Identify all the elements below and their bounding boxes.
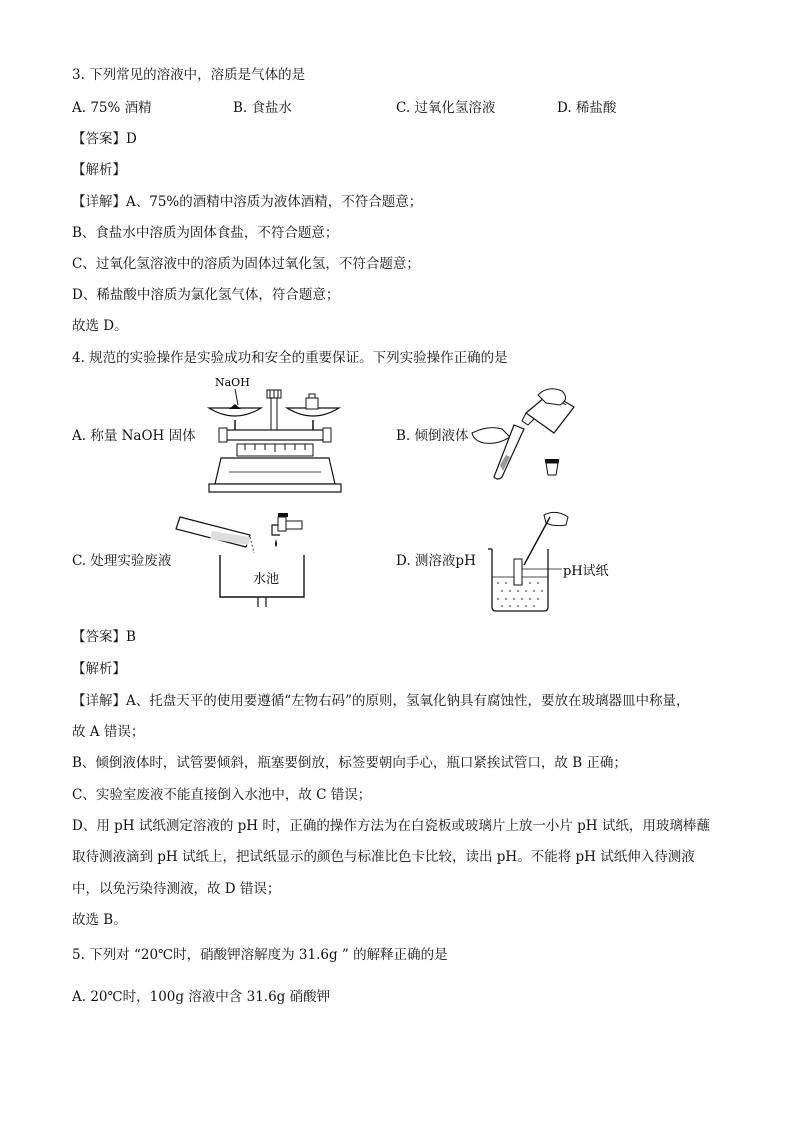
q4-stem: 4. 规范的实验操作是实验成功和安全的重要保证。下列实验操作正确的是 (72, 350, 508, 366)
q4-answer: 【答案】B (72, 629, 136, 645)
q4-detail-line: B、倾倒液体时，试管要倾斜，瓶塞要倒放，标签要朝向手心，瓶口紧挨试管口，故 B 正确； (72, 755, 627, 771)
q4-option-a: A. 称量 NaOH 固体 (72, 428, 196, 444)
q3-detail-line: B、食盐水中溶质为固体食盐，不符合题意； (72, 225, 339, 241)
q4-option-c: C. 处理实验废液 (72, 553, 172, 569)
pouring-figure (470, 385, 582, 485)
naoh-label: NaOH (215, 376, 250, 389)
q3-answer: 【答案】D (72, 131, 137, 147)
q4-detail-line: 中，以免污染待测液，故 D 错误； (72, 881, 281, 897)
q3-option-b: B. 食盐水 (233, 100, 293, 116)
ph-test-figure (484, 509, 620, 613)
q3-option-a: A. 75% 酒精 (72, 100, 152, 116)
q4-conclusion: 故选 B。 (72, 912, 127, 928)
q3-option-c: C. 过氧化氢溶液 (396, 100, 496, 116)
q4-option-d: D. 测溶液pH (396, 553, 476, 569)
q3-option-d: D. 稀盐酸 (557, 100, 617, 116)
q4-detail-line: 【详解】A、托盘天平的使用要遵循“左物右码”的原则，氢氧化钠具有腐蚀性，要放在玻璃器皿中称量， (72, 693, 690, 709)
q4-option-b: B. 倾倒液体 (396, 428, 469, 444)
q5-option-a: A. 20℃时，100g 溶液中含 31.6g 硝酸钾 (72, 989, 331, 1005)
q3-conclusion: 故选 D。 (72, 318, 128, 334)
q4-detail-line: D、用 pH 试纸测定溶液的 pH 时，正确的操作方法为在白瓷板或玻璃片上放一小片 pH 试纸，用玻璃棒蘸 (72, 818, 710, 834)
q3-stem: 3. 下列常见的溶液中，溶质是气体的是 (72, 67, 306, 83)
ph-paper-label: pH试纸 (563, 564, 609, 579)
sink-label: 水池 (252, 572, 280, 587)
q4-detail-line: 取待测液滴到 pH 试纸上，把试纸显示的颜色与标准比色卡比较，读出 pH。不能将 pH 试纸伸入待测液 (72, 849, 695, 865)
q3-detail-line: D、稀盐酸中溶质为氯化氢气体，符合题意； (72, 287, 340, 303)
q4-detail-line: C、实验室废液不能直接倒入水池中，故 C 错误； (72, 787, 372, 803)
q5-stem: 5. 下列对 “20℃时，硝酸钾溶解度为 31.6g ” 的解释正确的是 (72, 947, 448, 963)
q3-detail-line: C、过氧化氢溶液中的溶质为固体过氧化氢，不符合题意； (72, 256, 420, 272)
q3-analysis-heading: 【解析】 (72, 162, 126, 178)
waste-disposal-figure (172, 507, 318, 607)
balance-figure (205, 372, 345, 496)
q4-analysis-heading: 【解析】 (72, 661, 126, 677)
q4-detail-line: 故 A 错误； (72, 724, 145, 740)
q3-detail-line: 【详解】A、75%的酒精中溶质为液体酒精，不符合题意； (72, 194, 423, 210)
